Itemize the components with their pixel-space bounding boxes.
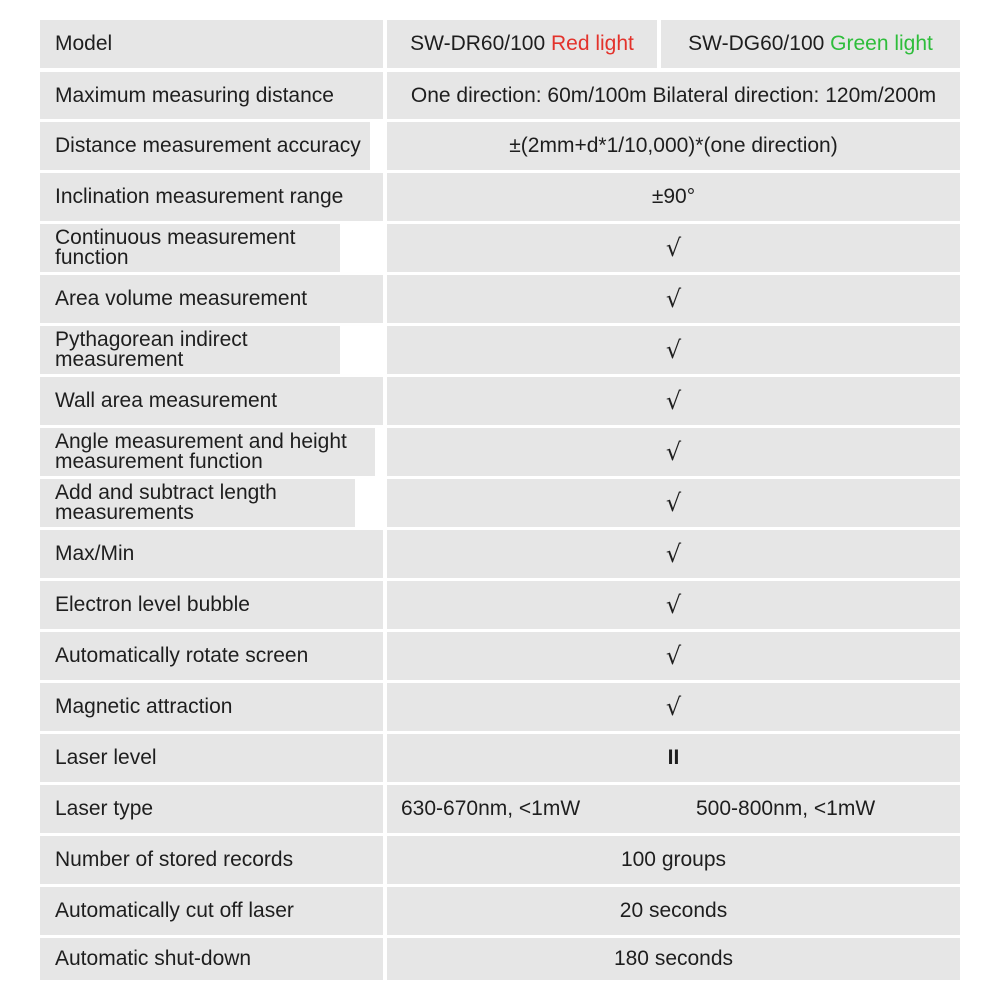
row-value <box>387 530 960 578</box>
row-value <box>387 734 960 782</box>
model-label-text: Model <box>55 32 113 55</box>
row-label-text: Add and subtract length measurements <box>55 481 277 524</box>
table-row <box>40 836 960 884</box>
row-value-text: ±90° <box>651 185 696 208</box>
row-label-text: Inclination measurement range <box>55 185 344 208</box>
check-mark: √ <box>665 642 682 670</box>
row-label-text: Continuous measurement function <box>55 226 296 269</box>
table-row <box>40 683 960 731</box>
check-mark: √ <box>665 540 682 568</box>
row-label <box>40 683 383 731</box>
row-value-text: 20 seconds <box>619 899 728 922</box>
row-value <box>387 428 960 476</box>
model-green-cell <box>661 20 960 68</box>
spec-table <box>40 20 960 980</box>
row-value <box>387 683 960 731</box>
row-label <box>40 581 383 629</box>
row-value <box>387 275 960 323</box>
row-value-text: 180 seconds <box>613 947 734 970</box>
check-mark: √ <box>665 489 682 517</box>
row-label <box>40 734 383 782</box>
row-label-text: Maximum measuring distance <box>55 83 334 107</box>
model-green-light: Green light <box>830 32 933 55</box>
row-label-text: Area volume measurement <box>55 287 308 310</box>
table-row <box>40 938 960 980</box>
row-label-text: Laser level <box>55 746 157 769</box>
row-label-text: Electron level bubble <box>55 593 250 616</box>
row-value <box>387 326 960 374</box>
row-value <box>387 632 960 680</box>
row-value <box>387 836 960 884</box>
row-label <box>40 377 383 425</box>
row-label-text: Automatically cut off laser <box>55 899 294 922</box>
row-label-text: Laser type <box>55 797 154 820</box>
row-label-text: Automatic shut-down <box>55 947 252 970</box>
table-row <box>40 326 960 374</box>
check-mark: √ <box>665 234 682 262</box>
table-row <box>40 887 960 935</box>
model-red-light: Red light <box>550 32 634 55</box>
table-row <box>40 122 960 170</box>
row-value-text: ±(2mm+d*1/10,000)*(one direction) <box>509 134 838 157</box>
table-row <box>40 275 960 323</box>
row-label <box>40 887 383 935</box>
row-label-text: Angle measurement and height measurement function <box>55 430 347 473</box>
row-label <box>40 530 383 578</box>
row-label <box>40 224 340 272</box>
row-value <box>387 173 960 221</box>
row-label <box>40 275 383 323</box>
row-label <box>40 836 383 884</box>
model-red-name: SW-DR60/100 <box>410 32 546 55</box>
check-mark: √ <box>665 438 682 466</box>
header-row <box>40 20 960 68</box>
laser-type-red-value: 630-670nm, <1mW <box>401 797 581 820</box>
model-green-name: SW-DG60/100 <box>688 32 825 55</box>
check-mark: √ <box>665 693 682 721</box>
row-value <box>387 377 960 425</box>
table-row <box>40 377 960 425</box>
row-label <box>40 938 383 980</box>
row-value-text: 100 groups <box>620 848 727 871</box>
table-row <box>40 785 960 833</box>
table-row <box>40 173 960 221</box>
row-label-text: Number of stored records <box>55 848 294 871</box>
check-mark: √ <box>665 387 682 415</box>
row-label-text: Pythagorean indirect measurement <box>55 328 248 371</box>
table-row <box>40 224 960 272</box>
row-value <box>387 785 960 833</box>
check-mark: √ <box>665 591 682 619</box>
model-red-cell <box>387 20 657 68</box>
table-row <box>40 581 960 629</box>
row-label <box>40 326 340 374</box>
table-row <box>40 632 960 680</box>
row-label-text: Automatically rotate screen <box>55 644 309 667</box>
check-mark: √ <box>665 336 682 364</box>
row-label-text: Max/Min <box>55 542 135 565</box>
row-label-text: Wall area measurement <box>55 389 278 412</box>
row-value <box>387 479 960 527</box>
laser-type-green-value: 500-800nm, <1mW <box>696 797 876 820</box>
row-value <box>387 581 960 629</box>
table-row <box>40 428 960 476</box>
row-value <box>387 938 960 980</box>
table-row <box>40 530 960 578</box>
table-row <box>40 72 960 119</box>
row-label <box>40 72 383 119</box>
row-value <box>387 887 960 935</box>
row-value <box>387 72 960 119</box>
table-row <box>40 734 960 782</box>
laser-level-value: II <box>667 746 680 769</box>
row-value <box>387 224 960 272</box>
table-row <box>40 479 960 527</box>
check-mark: √ <box>665 285 682 313</box>
row-label <box>40 479 355 527</box>
row-label-text: Distance measurement accuracy <box>55 134 361 157</box>
row-label <box>40 428 375 476</box>
row-value-text: One direction: 60m/100m Bilateral direction: 120m/200m <box>410 83 937 107</box>
row-value <box>387 122 960 170</box>
row-label <box>40 173 383 221</box>
row-label <box>40 785 383 833</box>
row-label <box>40 632 383 680</box>
model-label <box>40 20 383 68</box>
row-label-text: Magnetic attraction <box>55 695 233 718</box>
row-label <box>40 122 370 170</box>
